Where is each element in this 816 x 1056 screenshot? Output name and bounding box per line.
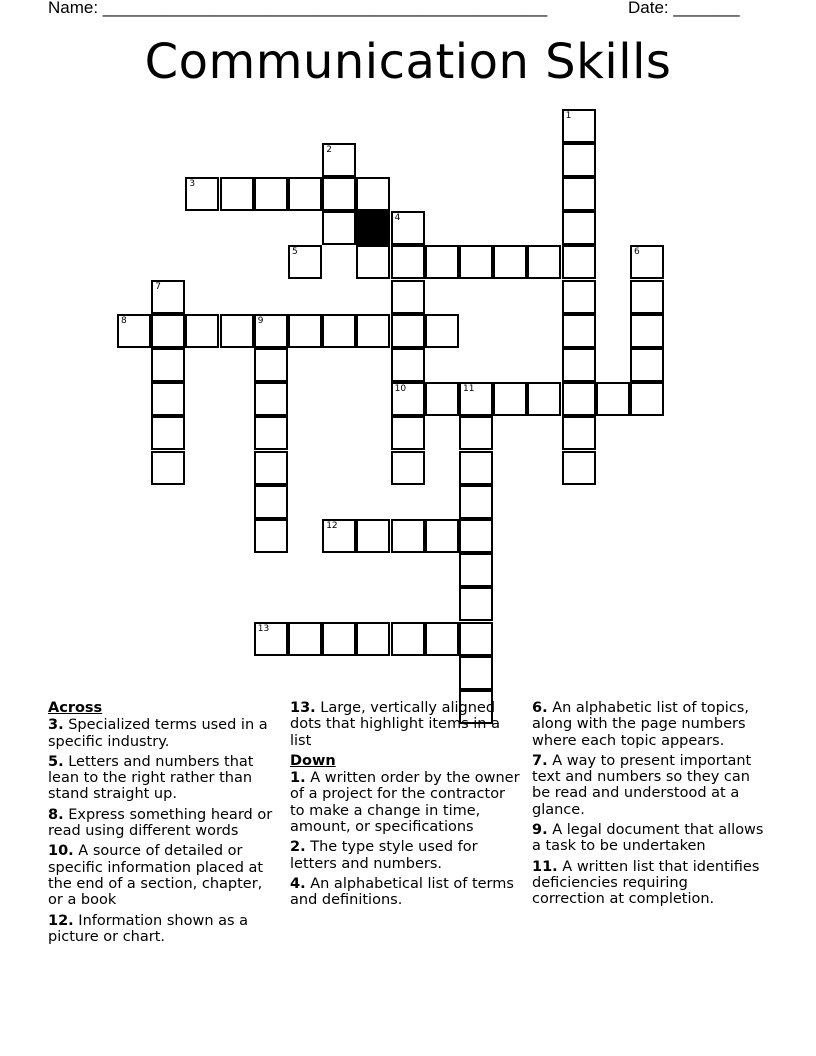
across-heading: Across <box>48 700 103 716</box>
grid-cell[interactable] <box>459 451 493 485</box>
grid-cell[interactable] <box>151 314 185 348</box>
clue-across-12: 12. Information shown as a picture or chart. <box>48 912 249 945</box>
grid-cell[interactable] <box>425 245 459 279</box>
grid-cell[interactable] <box>356 622 390 656</box>
grid-cell[interactable] <box>356 245 390 279</box>
page-title: Communication Skills <box>144 34 672 90</box>
grid-cell[interactable] <box>254 519 288 553</box>
grid-cell[interactable] <box>391 280 425 314</box>
grid-cell[interactable] <box>459 622 493 656</box>
grid-cell[interactable] <box>220 177 254 211</box>
grid-cell[interactable] <box>630 280 664 314</box>
grid-cell[interactable] <box>562 416 596 450</box>
grid-cell[interactable] <box>288 245 322 279</box>
grid-cell[interactable] <box>322 622 356 656</box>
grid-cell[interactable] <box>322 143 356 177</box>
grid-cell[interactable] <box>322 314 356 348</box>
grid-cell[interactable] <box>425 622 459 656</box>
grid-cell[interactable] <box>151 382 185 416</box>
grid-cell[interactable] <box>562 451 596 485</box>
grid-cell[interactable] <box>185 314 219 348</box>
grid-cell[interactable] <box>391 622 425 656</box>
grid-cell[interactable] <box>254 314 288 348</box>
clue-number: 7 <box>155 281 161 292</box>
grid-cell[interactable] <box>630 382 664 416</box>
grid-cell[interactable] <box>459 553 493 587</box>
grid-cell[interactable] <box>322 177 356 211</box>
clue-down-1: 1. A written order by the owner of a project for the contractor to make a change in time, amount, or specifications <box>290 770 520 836</box>
clue-down-11: 11. A written list that identifies deficiencies requiring correction at completion. <box>532 858 760 908</box>
grid-cell[interactable] <box>391 382 425 416</box>
grid-cell[interactable] <box>117 314 151 348</box>
clue-down-6: 6. An alphabetic list of topics, along with the page numbers where each topic appears. <box>532 700 749 749</box>
clue-across-8: 8. Express something heard or read using different words <box>48 806 273 840</box>
grid-cell[interactable] <box>562 314 596 348</box>
grid-cell[interactable] <box>562 109 596 143</box>
grid-cell[interactable] <box>562 177 596 211</box>
grid-cell[interactable] <box>493 382 527 416</box>
clues-column-2 <box>290 700 522 913</box>
grid-cell[interactable] <box>493 245 527 279</box>
grid-cell[interactable] <box>254 416 288 450</box>
grid-cell[interactable] <box>391 245 425 279</box>
grid-cell[interactable] <box>254 451 288 485</box>
grid-cell[interactable] <box>562 211 596 245</box>
date-field[interactable]: Date: _______ <box>628 0 740 17</box>
down-heading: Down <box>290 752 336 769</box>
grid-cell[interactable] <box>391 519 425 553</box>
grid-cell[interactable] <box>562 348 596 382</box>
grid-cell[interactable] <box>151 451 185 485</box>
name-field[interactable]: Name: _______________________________________________ <box>48 0 548 17</box>
clue-number: 13 <box>257 623 270 634</box>
grid-cell[interactable] <box>459 245 493 279</box>
grid-cell[interactable] <box>151 348 185 382</box>
clue-number: 4 <box>394 213 401 224</box>
grid-cell[interactable] <box>425 314 459 348</box>
grid-cell[interactable] <box>254 622 288 656</box>
clue-number: 11 <box>463 384 475 395</box>
grid-cell[interactable] <box>254 348 288 382</box>
grid-cell[interactable] <box>288 622 322 656</box>
grid-cell[interactable] <box>459 382 493 416</box>
grid-cell[interactable] <box>630 314 664 348</box>
grid-cell[interactable] <box>562 245 596 279</box>
clue-number: 6 <box>634 247 640 258</box>
clue-across-10: 10. A source of detailed or specific information placed at the end of a section, chapter, or a book <box>48 843 264 909</box>
clue-number: 5 <box>292 247 298 258</box>
grid-cell[interactable] <box>254 382 288 416</box>
grid-cell[interactable] <box>562 382 596 416</box>
clue-across-3: 3. Specialized terms used in a specific industry. <box>48 717 268 750</box>
grid-cell[interactable] <box>527 382 561 416</box>
grid-cell[interactable] <box>459 656 493 690</box>
grid-cell[interactable] <box>254 177 288 211</box>
clue-down-2: 2. The type style used for letters and numbers. <box>290 839 478 872</box>
grid-cell[interactable] <box>288 314 322 348</box>
grid-cell[interactable] <box>630 245 664 279</box>
grid-cell[interactable] <box>322 211 356 245</box>
clue-number: 9 <box>257 315 264 326</box>
grid-cell[interactable] <box>391 451 425 485</box>
clue-down-9: 9. A legal document that allows a task to be undertaken <box>532 822 764 855</box>
grid-cell[interactable] <box>527 245 561 279</box>
grid-cell[interactable] <box>391 416 425 450</box>
grid-cell[interactable] <box>459 587 493 621</box>
clues-column-1 <box>48 700 280 949</box>
grid-cell[interactable] <box>151 280 185 314</box>
grid-cell[interactable] <box>425 382 459 416</box>
clue-across-13: 13. Large, vertically aligned dots that highlight items in a list <box>290 700 500 749</box>
grid-cell[interactable] <box>254 485 288 519</box>
clue-number: 10 <box>394 384 407 395</box>
grid-cell[interactable] <box>288 177 322 211</box>
grid-cell[interactable] <box>596 382 630 416</box>
grid-cell[interactable] <box>356 519 390 553</box>
clue-down-4: 4. An alphabetical list of terms and definitions. <box>290 875 514 909</box>
grid-cell[interactable] <box>356 314 390 348</box>
clue-number: 8 <box>121 315 127 326</box>
grid-cell[interactable] <box>391 314 425 348</box>
clues-column-3 <box>532 700 764 912</box>
clue-number: 1 <box>565 110 572 121</box>
grid-cell[interactable] <box>425 519 459 553</box>
grid-cell[interactable] <box>562 143 596 177</box>
grid-cell[interactable] <box>185 177 219 211</box>
grid-cell[interactable] <box>459 416 493 450</box>
grid-cell[interactable] <box>391 348 425 382</box>
grid-cell[interactable] <box>356 177 390 211</box>
clue-number: 3 <box>189 179 196 189</box>
clue-across-5: 5. Letters and numbers that lean to the right rather than stand straight up. <box>48 753 254 803</box>
clue-down-7: 7. A way to present important text and numbers so they can be read and understood at a glance. <box>532 752 752 818</box>
clue-number: 12 <box>326 521 338 531</box>
grid-cell[interactable] <box>151 416 185 450</box>
black-cell <box>356 211 390 245</box>
grid-cell[interactable] <box>459 519 493 553</box>
grid-cell[interactable] <box>562 280 596 314</box>
clue-number: 2 <box>326 144 332 155</box>
grid-cell[interactable] <box>630 348 664 382</box>
grid-cell[interactable] <box>459 485 493 519</box>
grid-cell[interactable] <box>220 314 254 348</box>
grid-cell[interactable] <box>322 519 356 553</box>
grid-cell[interactable] <box>391 211 425 245</box>
